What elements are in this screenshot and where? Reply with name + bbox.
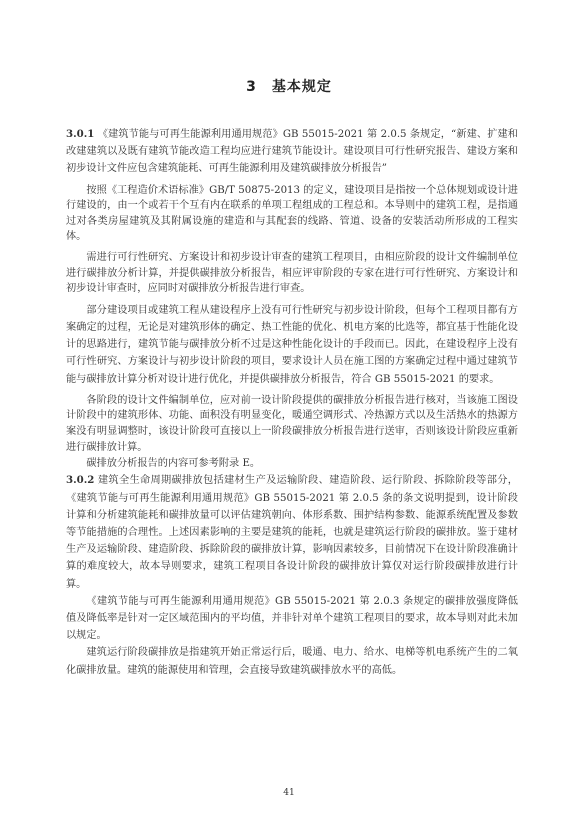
paragraph: 按照《工程造价术语标准》GB/T 50875-2013 的定义，建设项目是指按一个总体规划或设计进行建设的，由一个或若干个互有内在联系的单项工程组成的工程总和。本导则中的建筑工程，是指通过对各类房屋建筑及其附属设施的建造和与其配套的线路、管道、设备的安装活动所形成的工程实体。	[66, 184, 518, 243]
page-number: 41	[283, 788, 295, 798]
clause-number: 3.0.1	[66, 128, 95, 140]
paragraph: 建筑运行阶段碳排放是指建筑开始正常运行后，暖通、电力、给水、电梯等机电系统产生的二氧化碳排放量。建筑的能源使用和管理，会直接导致建筑碳排放水平的高低。	[66, 647, 518, 676]
paragraph: 《建筑节能与可再生能源利用通用规范》GB 55015-2021 第 2.0.3 条规定的碳排放强度降低值及降低率是针对一定区域范围内的平均值，并非针对单个建筑工程项目的要求，故本导则对此未加以规定。	[66, 595, 518, 642]
clause-number: 3.0.2	[66, 474, 95, 487]
paragraph-text: 《建筑节能与可再生能源利用通用规范》GB 55015-2021 第 2.0.5 条规定，“新建、扩建和改建建筑以及既有建筑节能改造工程均应进行建筑节能设计。建设项目可行性研究报告、建设方案和初步设计文件应包含建筑能耗、可再生能源利用及建筑碳排放分析报告”	[66, 129, 518, 175]
body-text	[66, 126, 518, 679]
paragraph: 部分建设项目或建筑工程从建设程序上没有可行性研究与初步设计阶段，但每个工程项目都有方案确定的过程，无论是对建筑形体的确定、热工性能的优化、机电方案的比选等，都宜基于性能化设计的思路进行，建筑节能与碳排放分析不过是这种性能化设计的手段而已。因此，在建设程序上没有可行性研究、方案设计与初步设计阶段的项目，要求设计人员在施工图的方案确定过程中通过建筑节能与碳排放计算分析对设计进行优化，并提供碳排放分析报告，符合 GB 55015-2021 的要求。	[66, 304, 518, 385]
section-heading: 3 基本规定	[246, 79, 332, 95]
clause-3-0-2	[66, 472, 518, 592]
clause-3-0-1	[66, 126, 518, 178]
paragraph: 需进行可行性研究、方案设计和初步设计审查的建筑工程项目，由相应阶段的设计文件编制单位进行碳排放分析计算，并提供碳排放分析报告，相应评审阶段的专家在进行可行性研究、方案设计和初步设计审查时，应同时对碳排放分析报告进行审查。	[66, 251, 518, 295]
paragraph-text: 建筑全生命周期碳排放包括建材生产及运输阶段、建造阶段、运行阶段、拆除阶段等部分，《建筑节能与可再生能源利用通用规范》GB 55015-2021 第 2.0.5 条的条文说明提到，设计阶段计算和分析建筑能耗和碳排放量可以评估建筑朝向、体形系数、围护结构参数、能源系统配置及参数等节能措施的合理性。上述因素影响的主要是建筑的能耗，也就是建筑运行阶段的碳排放。鉴于建材生产及运输阶段、建造阶段、拆除阶段的碳排放计算，影响因素较多，目前情况下在设计阶段准确计算的难度较大，故本导则要求，建筑工程项目各设计阶段的碳排放计算仅对运行阶段碳排放进行计算。	[66, 475, 518, 590]
paragraph: 各阶段的设计文件编制单位，应对前一设计阶段提供的碳排放分析报告进行核对，当该施工图设计阶段中的建筑形体、功能、面积没有明显变化，暖通空调形式、冷热源方式以及生活热水的热源方案没有明显调整时，该设计阶段可直接以上一阶段碳排放分析报告进行送审，否则该设计阶段应重新进行碳排放计算。	[66, 394, 518, 453]
paragraph: 碳排放分析报告的内容可参考附录 E。	[86, 458, 261, 470]
